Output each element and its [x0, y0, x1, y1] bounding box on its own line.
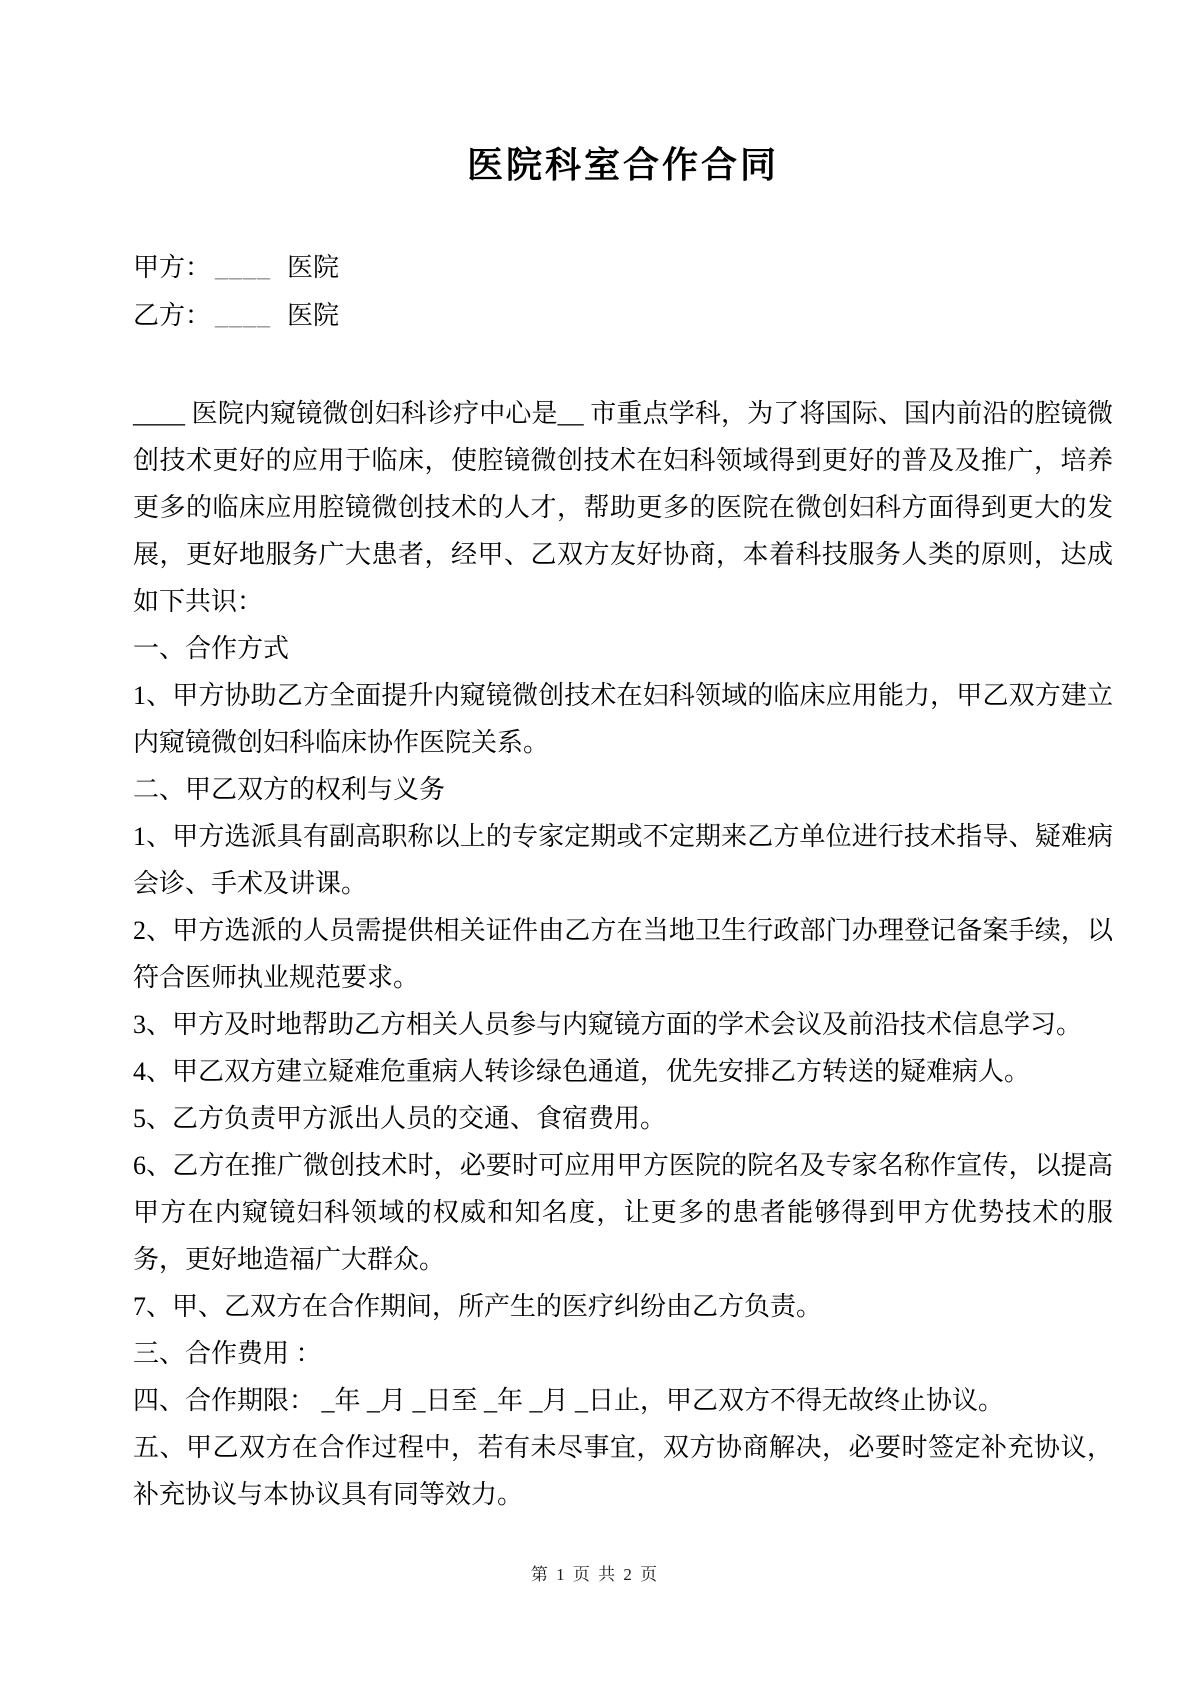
heading-section-1: 一、合作方式 — [133, 634, 290, 663]
clause-2-4: 4、甲乙双方建立疑难危重病人转诊绿色通道，优先安排乙方转送的疑难病人。 — [133, 1057, 1031, 1086]
clause-2-1: 1、甲方选派具有副高职称以上的专家定期或不定期来乙方单位进行技术指导、疑难病会诊、手术及讲课。 — [133, 822, 1113, 898]
heading-section-5: 五、甲乙双方在合作过程中，若有未尽事宜，双方协商解决，必要时签定补充协议，补充协议与本协议具有同等效力。 — [133, 1433, 1113, 1509]
party-a-suffix: 医院 — [287, 253, 340, 282]
party-a-line — [133, 244, 1113, 292]
parties-block — [133, 244, 1113, 340]
page-number-indicator: 第 1 页 共 2 页 — [530, 1565, 660, 1584]
clause-2-2: 2、甲方选派的人员需提供相关证件由乙方在当地卫生行政部门办理登记备案手续，以符合医师执业规范要求。 — [133, 916, 1113, 992]
clause-2-6: 6、乙方在推广微创技术时，必要时可应用甲方医院的院名及专家名称作宣传，以提高甲方在内窥镜妇科领域的权威和知名度，让更多的患者能够得到甲方优势技术的服务，更好地造福广大群众。 — [133, 1151, 1113, 1274]
party-b-label: 乙方： — [133, 301, 212, 330]
heading-section-3: 三、合作费用 ： — [133, 1339, 322, 1368]
clause-2-7: 7、甲、乙双方在合作期间，所产生的医疗纠纷由乙方负责。 — [133, 1292, 823, 1321]
clause-2-5: 5、乙方负责甲方派出人员的交通、食宿费用。 — [133, 1104, 667, 1133]
paragraph-preamble: ____ 医院内窥镜微创妇科诊疗中心是__ 市重点学科，为了将国际、国内前沿的腔镜微创技术更好的应用于临床，使腔镜微创技术在妇科领域得到更好的普及及推广，培养更多的临床应用腔镜微创技术的人才，帮助更多的医院在微创妇科方面得到更大的发展，更好地服务广大患者，经甲、乙双方友好协商，本着科技服务人类的原则，达成如下共识： — [133, 399, 1113, 616]
document-content — [133, 0, 1113, 1518]
party-b-suffix: 医院 — [287, 301, 340, 330]
clause-2-3: 3、甲方及时地帮助乙方相关人员参与内窥镜方面的学术会议及前沿技术信息学习。 — [133, 1010, 1083, 1039]
heading-section-4: 四、合作期限： _年 _月 _日至 _年 _月 _日止，甲乙双方不得无故终止协议。 — [133, 1386, 1005, 1415]
party-b-blank-line: ____ — [215, 301, 272, 330]
contract-body — [133, 390, 1113, 1518]
document-title: 医院科室合作合同 — [466, 145, 779, 185]
party-a-blank-line: ____ — [215, 253, 272, 282]
party-b-line — [133, 292, 1113, 340]
party-a-label: 甲方： — [133, 253, 212, 282]
clause-1-1: 1、甲方协助乙方全面提升内窥镜微创技术在妇科领域的临床应用能力，甲乙双方建立内窥镜微创妇科临床协作医院关系。 — [133, 681, 1113, 757]
heading-section-2: 二、甲乙双方的权利与义务 — [133, 775, 446, 804]
